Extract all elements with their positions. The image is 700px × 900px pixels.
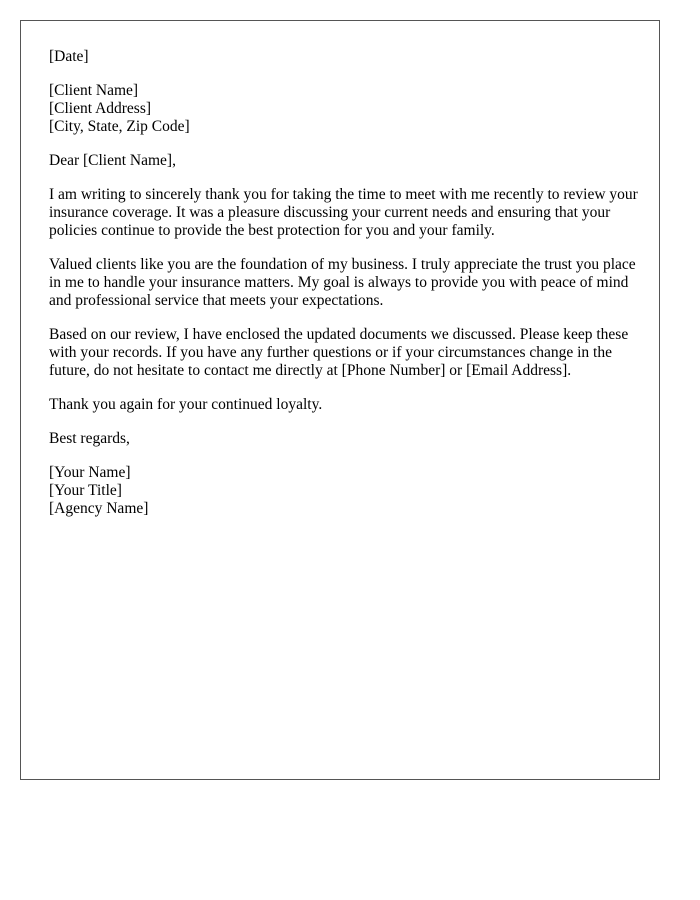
signature-name: [Your Name] bbox=[49, 464, 131, 481]
recipient-city-state-zip: [City, State, Zip Code] bbox=[49, 118, 190, 135]
letter-date: [Date] bbox=[49, 48, 89, 65]
signature-agency: [Agency Name] bbox=[49, 500, 149, 517]
paragraph-loyalty: Thank you again for your continued loyalty. bbox=[49, 396, 323, 413]
letter-body bbox=[49, 48, 639, 534]
paragraph-thanks: I am writing to sincerely thank you for taking the time to meet with me recently to review your insurance coverage. It was a pleasure discussing your current needs and ensuring that your policies continue to provide the best protection for you and your family. bbox=[49, 186, 638, 239]
recipient-block bbox=[49, 82, 639, 136]
salutation: Dear [Client Name], bbox=[49, 152, 176, 169]
paragraph-valued-clients: Valued clients like you are the foundation of my business. I truly appreciate the trust you place in me to handle your insurance matters. My goal is always to provide you with peace of mind and professional service that meets your expectations. bbox=[49, 256, 636, 309]
paragraph-review: Based on our review, I have enclosed the updated documents we discussed. Please keep these with your records. If you have any further questions or if your circumstances change in the future, do not hesitate to contact me directly at [Phone Number] or [Email Address]. bbox=[49, 326, 629, 379]
recipient-address: [Client Address] bbox=[49, 100, 152, 117]
closing: Best regards, bbox=[49, 430, 130, 447]
letter-page bbox=[20, 20, 660, 780]
signature-title: [Your Title] bbox=[49, 482, 122, 499]
recipient-name: [Client Name] bbox=[49, 82, 139, 99]
signature-block bbox=[49, 464, 639, 518]
